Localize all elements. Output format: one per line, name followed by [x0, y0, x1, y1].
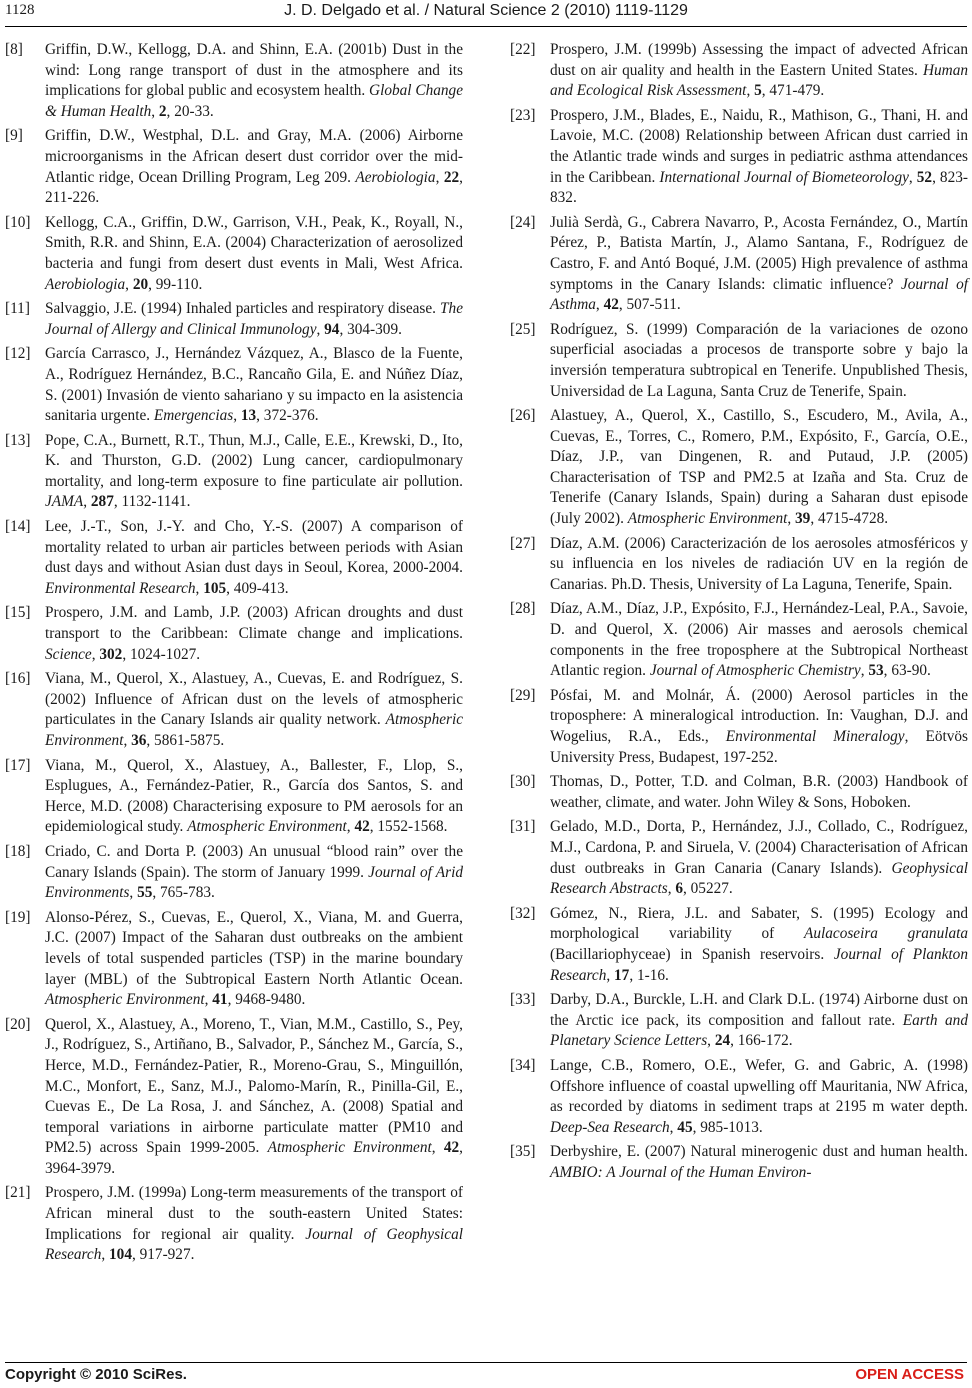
reference-text: , 507-511. — [618, 296, 681, 314]
reference-text: , — [431, 1139, 444, 1157]
reference-text: , 99-110. — [148, 275, 203, 293]
reference-entry — [5, 40, 463, 122]
reference-journal-title: Human and Ecological Risk Assessment — [550, 61, 968, 100]
reference-number: [35] — [510, 1143, 536, 1161]
reference-journal-title: Aerobiologia — [355, 168, 436, 186]
reference-entry — [510, 686, 968, 768]
reference-entry — [510, 904, 968, 986]
reference-text: Griffin, D.W., Kellogg, D.A. and Shinn, E.A. (2001b) Dust in the wind: Long range transport of dust in the atmosphere and its implications for global public and ecosystem health. — [45, 41, 463, 100]
footer-rule — [5, 1362, 967, 1363]
reference-volume: 5 — [754, 82, 762, 100]
reference-text: , 1-16. — [629, 966, 669, 984]
reference-text: , — [101, 1246, 110, 1264]
reference-volume: 24 — [714, 1032, 731, 1050]
reference-number: [34] — [510, 1056, 536, 1074]
reference-journal-title: International Journal of Biometeorology — [659, 168, 909, 186]
reference-text: , — [606, 966, 615, 984]
reference-text: Prospero, J.M., Blades, E., Naidu, R., Mathison, G., Thani, H. and Lavoie, M.C. (2008) Relationship between African dust carried in the Atlantic trade winds and surges in pediatric asthma attendances in the Caribbean. — [550, 106, 968, 186]
reference-text: Prospero, J.M. and Lamb, J.P. (2003) African droughts and dust transport to the Caribbean: Climate change and implications. — [45, 604, 463, 643]
reference-text: , 166-172. — [730, 1032, 793, 1050]
reference-number: [9] — [5, 127, 23, 145]
reference-entry — [5, 1015, 463, 1180]
reference-number: [32] — [510, 904, 536, 922]
reference-volume: 105 — [203, 579, 227, 597]
reference-journal-title: Atmospheric Environment — [267, 1139, 432, 1157]
reference-entry — [510, 599, 968, 681]
reference-number: [11] — [5, 300, 30, 318]
open-access-label: OPEN ACCESS — [855, 1366, 964, 1383]
reference-text: , 5861-5875. — [146, 732, 225, 749]
references-left-column — [5, 40, 463, 1270]
reference-number: [33] — [510, 991, 536, 1009]
reference-number: [27] — [510, 534, 536, 552]
reference-entry — [5, 299, 463, 340]
reference-text: , — [746, 82, 755, 100]
reference-journal-title: The Journal of Allergy and Clinical Immunology — [45, 300, 463, 338]
reference-entry — [5, 431, 463, 513]
reference-journal-title: AMBIO: A Journal of the Human Environ- — [550, 1163, 812, 1181]
reference-journal-title: Environmental Mineralogy — [725, 728, 905, 745]
reference-number: [14] — [5, 518, 31, 536]
reference-text: , — [125, 275, 133, 293]
reference-entry — [510, 534, 968, 596]
reference-number: [16] — [5, 670, 31, 688]
reference-journal-title: Journal of Asthma — [550, 275, 968, 314]
reference-text: Prospero, J.M. (1999b) Assessing the impact of advected African dust on air quality and health in the Eastern United States. — [550, 41, 968, 79]
reference-number: [24] — [510, 213, 536, 231]
reference-number: [19] — [5, 908, 31, 926]
reference-volume: 42 — [443, 1139, 460, 1157]
reference-text: , — [195, 579, 204, 597]
reference-text: , 765-783. — [152, 884, 215, 902]
reference-text: , 3964-3979. — [45, 1139, 463, 1177]
reference-entry — [510, 1142, 968, 1183]
reference-text: Rodríguez, S. (1999) Comparación de la variaciones de ozono superficial asociadas a procesos de transporte sobre y bajo la inversión temperatura subtropical en Tenerife. Unpublished Thesis, Universidad de La Laguna, Santa Cruz de Tenerife, Spain. — [550, 320, 968, 400]
reference-volume: 104 — [109, 1246, 132, 1264]
reference-journal-title: Earth and Planetary Science Letters — [550, 1011, 968, 1050]
reference-text: , 1024-1027. — [122, 645, 201, 663]
reference-text: , 409-413. — [226, 579, 289, 597]
reference-volume: 42 — [354, 818, 370, 836]
reference-text: Alastuey, A., Querol, X., Castillo, S., Escudero, M., Avila, A., Cuevas, E., Torres, C., Romero, P.M., Expósito, F., García, O.E., Díaz, J.P., van Dingenen, R. and Putaud, J.P. (2005) Characterisation of TSP and PM2.5 at Izaña and Sta. Cruz de Tenerife (Canary Islands, Spain) during a Saharan dust episode (July 2002). — [550, 407, 968, 528]
running-header: J. D. Delgado et al. / Natural Science 2 (2010) 1119-1129 — [284, 2, 688, 19]
reference-text: , 20-33. — [166, 102, 214, 120]
reference-text: , 372-376. — [256, 407, 319, 425]
reference-text: (Bacillariophyceae) in Spanish reservoirs. — [550, 945, 834, 963]
copyright-notice: Copyright © 2010 SciRes. — [5, 1366, 187, 1383]
reference-number: [22] — [510, 41, 536, 58]
reference-number: [26] — [510, 407, 536, 425]
reference-text: , — [129, 884, 138, 902]
reference-text: , — [667, 880, 676, 898]
reference-volume: 6 — [675, 880, 683, 898]
reference-volume: 45 — [677, 1118, 693, 1136]
reference-journal-title: Aerobiologia — [45, 275, 126, 293]
reference-text: Díaz, A.M. (2006) Caracterización de los aerosoles atmosféricos y su influencia en los niveles de radiación UV en la región de Canarias. Ph.D. Thesis, University of La Laguna, Tenerife, Spain. — [550, 534, 968, 593]
reference-journal-title: Science — [45, 645, 92, 663]
reference-journal-title: Journal of Arid Environments — [45, 863, 463, 902]
reference-entry — [5, 669, 463, 751]
reference-text: Salvaggio, J.E. (1994) Inhaled particles and respiratory disease. — [45, 300, 441, 318]
reference-journal-title: Atmospheric Environment — [45, 991, 205, 1009]
reference-journal-title: Geophysical Research Abstracts — [550, 859, 968, 898]
reference-journal-title: Aulacoseira granulata — [804, 925, 969, 943]
reference-volume: 94 — [324, 320, 340, 338]
reference-text: , 917-927. — [131, 1246, 195, 1264]
reference-number: [10] — [5, 213, 31, 231]
reference-journal-title: Atmospheric Environment — [627, 510, 788, 528]
reference-text: , — [707, 1032, 715, 1050]
reference-text: Derbyshire, E. (2007) Natural minerogenic dust and human health. — [550, 1143, 968, 1161]
reference-number: [15] — [5, 604, 31, 622]
reference-text: , — [233, 407, 241, 425]
reference-text: Criado, C. and Dorta P. (2003) An unusual “blood rain” over the Canary Islands (Spain). The storm of January 1999. — [45, 842, 463, 881]
reference-text: Thomas, D., Potter, T.D. and Colman, B.R. (2003) Handbook of weather, climate, and water. John Wiley & Sons, Hoboken. — [550, 773, 968, 811]
reference-number: [29] — [510, 686, 536, 704]
reference-entry — [5, 908, 463, 1011]
reference-volume: 39 — [795, 510, 811, 528]
reference-number: [20] — [5, 1015, 31, 1033]
reference-text: , — [151, 102, 159, 120]
reference-volume: 2 — [158, 102, 167, 120]
reference-text: , — [204, 991, 213, 1009]
reference-number: [21] — [5, 1184, 31, 1202]
reference-text: , Eötvös University Press, Budapest, 197-252. — [550, 728, 969, 766]
reference-text: Pósfai, M. and Molnár, Á. (2000) Aerosol particles in the troposphere: A mineralogical introduction. In: Vaughan, D.J. and Wogelius, R.A., Eds., — [550, 686, 968, 745]
reference-journal-title: JAMA — [45, 493, 84, 511]
reference-number: [30] — [510, 773, 536, 791]
reference-volume: 287 — [90, 493, 114, 511]
reference-entry — [5, 842, 463, 904]
reference-entry — [5, 517, 463, 599]
reference-text: Lee, J.-T., Son, J.-Y. and Cho, Y.-S. (2007) A comparison of mortality related to urban air particles between periods with Asian dust days and without Asian dust days in Seoul, Korea, 2000-2004. — [45, 518, 463, 577]
reference-text: Gómez, N., Riera, J.L. and Sabater, S. (1995) Ecology and morphological variability of — [550, 904, 968, 943]
reference-text: Viana, M., Querol, X., Alastuey, A., Ballester, F., Llop, S., Esplugues, A., Fernández-Patier, R., García dos Santos, S. and Herce, M.D. (2008) Characterising exposure to PM aerosols for an epidemiological study. — [45, 756, 463, 836]
reference-entry — [510, 772, 968, 813]
reference-text: Viana, M., Querol, X., Alastuey, A., Cuevas, E. and Rodríguez, S. (2002) Influence of African dust on the levels of atmospheric particulates in the Canary Islands air quality network. — [45, 670, 463, 729]
reference-journal-title: Atmospheric Environment — [187, 818, 347, 836]
reference-entry — [5, 344, 463, 426]
reference-number: [31] — [510, 818, 536, 836]
reference-text: Kellogg, C.A., Griffin, D.W., Garrison, V.H., Peak, K., Royall, N., Smith, R.R. and Shinn, E.A. (2004) Characterization of aerosolized bacteria and fungi from desert dust events in Mali, West Africa. — [45, 213, 463, 272]
reference-text: , 4715-4728. — [810, 510, 889, 528]
reference-number: [18] — [5, 842, 31, 860]
reference-journal-title: Emergencias — [153, 407, 234, 425]
reference-text: , — [91, 645, 100, 663]
reference-journal-title: Journal of Atmospheric Chemistry — [649, 662, 861, 680]
reference-text: Alonso-Pérez, S., Cuevas, E., Querol, X., Viana, M. and Guerra, J.C. (2007) Impact of the Saharan dust outbreaks on the ambient levels of total suspended particles (TSP) in the marine boundary layer (MBL) of the Subtropical Eastern North Atlantic Ocean. — [45, 908, 463, 988]
reference-text: , 05227. — [683, 880, 733, 898]
reference-number: [12] — [5, 345, 31, 363]
reference-text: , 471-479. — [761, 82, 825, 100]
reference-entry — [510, 213, 968, 316]
reference-text: , — [316, 320, 325, 338]
reference-number: [8] — [5, 41, 23, 58]
reference-entry — [5, 1183, 463, 1265]
reference-number: [17] — [5, 756, 31, 774]
reference-volume: 36 — [131, 732, 147, 749]
reference-entry — [510, 320, 968, 402]
reference-journal-title: Deep-Sea Research — [550, 1118, 670, 1136]
page-number: 1128 — [5, 2, 35, 18]
reference-text: , 1552-1568. — [369, 818, 448, 836]
reference-text: , — [595, 296, 604, 314]
reference-entry — [5, 126, 463, 208]
reference-number: [28] — [510, 600, 536, 618]
reference-text: , 63-90. — [883, 662, 931, 680]
reference-text: , 985-1013. — [692, 1118, 763, 1136]
reference-text: Darby, D.A., Burckle, L.H. and Clark D.L. (1974) Airborne dust on the Arctic ice pack, its composition and fallout rate. — [550, 991, 968, 1029]
reference-text: Díaz, A.M., Díaz, J.P., Expósito, F.J., Hernández-Leal, P.A., Savoie, D. and Querol, X. (2006) Air masses and aerosols chemical components in the free troposphere at the Subtropical Northeast Atlantic region. — [550, 600, 968, 680]
reference-text: , — [669, 1118, 678, 1136]
reference-text: , — [908, 168, 917, 186]
reference-text: , — [83, 493, 91, 511]
reference-number: [25] — [510, 320, 536, 338]
reference-text: Julià Serdà, G., Cabrera Navarro, P., Acosta Fernández, O., Martín Pérez, P., Batista Martín, J., Alamo Santana, F., Rodríguez de Castro, F. and Antó Boqué, J.M. (2005) High prevalence of asthma symptoms in the Canary Islands: climatic influence? — [550, 213, 968, 293]
reference-volume: 55 — [137, 884, 153, 902]
reference-number: [13] — [5, 431, 31, 449]
reference-text: , — [346, 818, 355, 836]
reference-entry — [5, 603, 463, 665]
reference-journal-title: Environmental Research — [45, 579, 196, 597]
reference-text: Lange, C.B., Romero, O.E., Wefer, G. and Gabric, A. (1998) Offshore influence of coastal upwelling off Mauritania, NW Africa, as recorded by diatoms in sediment traps at 2195 m water depth. — [550, 1056, 968, 1116]
reference-entry — [5, 213, 463, 295]
reference-volume: 42 — [603, 296, 619, 314]
reference-text: , — [435, 168, 444, 186]
reference-entry — [510, 106, 968, 209]
reference-volume: 22 — [443, 168, 460, 186]
reference-text: Prospero, J.M. (1999a) Long-term measurements of the transport of African mineral dust to the south-eastern United States: Implications for regional air quality. — [45, 1184, 463, 1243]
reference-entry — [510, 40, 968, 102]
reference-text: , — [860, 662, 869, 680]
reference-text: , 211-226. — [45, 168, 463, 207]
reference-entry — [510, 1056, 968, 1138]
reference-text: , 304-309. — [339, 320, 402, 338]
reference-journal-title: Global Change & Human Health — [45, 82, 463, 120]
reference-volume: 302 — [99, 645, 123, 663]
reference-volume: 52 — [916, 168, 933, 186]
reference-journal-title: Journal of Geophysical Research — [45, 1225, 463, 1264]
reference-volume: 41 — [212, 991, 228, 1009]
reference-text: , — [123, 732, 132, 749]
reference-text: Pope, C.A., Burnett, R.T., Thun, M.J., Calle, E.E., Krewski, D., Ito, K. and Thurston, G.D. (2002) Lung cancer, cardiopulmonary mortality, and long-term exposure to fine particulate air pollution. — [45, 431, 463, 490]
reference-entry — [510, 406, 968, 530]
references-right-column — [510, 40, 968, 1187]
reference-text: Querol, X., Alastuey, A., Moreno, T., Vian, M.M., Castillo, S., Pey, J., Rodríguez, S., Artiñano, B., Salvador, P., Sánchez M., García, S., Herce, M.D., Fernández-Patier, R., Moreno-Grau, S., Minguillón, M.C., Monfort, E., Sanz, M.J., Palomo-Marín, R., Pinilla-Gil, E., Cuevas E., De La Rosa, J. and Sánchez, A. (2008) Spatial and temporal variations in airborne particulate matter (PM10 and PM2.5) across Spain 1999-2005. — [45, 1015, 463, 1157]
reference-text: , 823-832. — [550, 168, 968, 207]
reference-text: Gelado, M.D., Dorta, P., Hernández, J.J., Collado, C., Rodríguez, M.J., Cardona, P. and Siruela, V. (2004) Characterisation of African dust outbreaks in Gran Canaria (Canary Islands). — [550, 818, 968, 877]
reference-volume: 17 — [614, 966, 630, 984]
reference-text: García Carrasco, J., Hernández Vázquez, A., Blasco de la Fuente, A., Rodríguez Hernández, B.C., Rancaño Gila, E. and Núñez Díaz, S. (2001) Invasión de viento sahariano y su impacto en la asistencia sanitaria urgente. — [45, 345, 463, 425]
reference-text: , 1132-1141. — [113, 493, 191, 511]
reference-volume: 13 — [240, 407, 257, 425]
reference-journal-title: Atmospheric Environment — [45, 711, 463, 749]
reference-volume: 20 — [132, 275, 149, 293]
reference-entry — [510, 990, 968, 1052]
reference-entry — [510, 817, 968, 899]
reference-journal-title: Journal of Plankton Research — [550, 945, 968, 984]
reference-text: , 9468-9480. — [227, 991, 306, 1009]
reference-volume: 53 — [868, 662, 884, 680]
header-rule — [5, 26, 967, 27]
reference-text: Griffin, D.W., Westphal, D.L. and Gray, M.A. (2006) Airborne microorganisms in the African desert dust corridor over the mid-Atlantic ridge, Ocean Drilling Program, Leg 209. — [45, 127, 463, 186]
reference-text: , — [787, 510, 796, 528]
reference-number: [23] — [510, 106, 536, 124]
reference-entry — [5, 756, 463, 838]
